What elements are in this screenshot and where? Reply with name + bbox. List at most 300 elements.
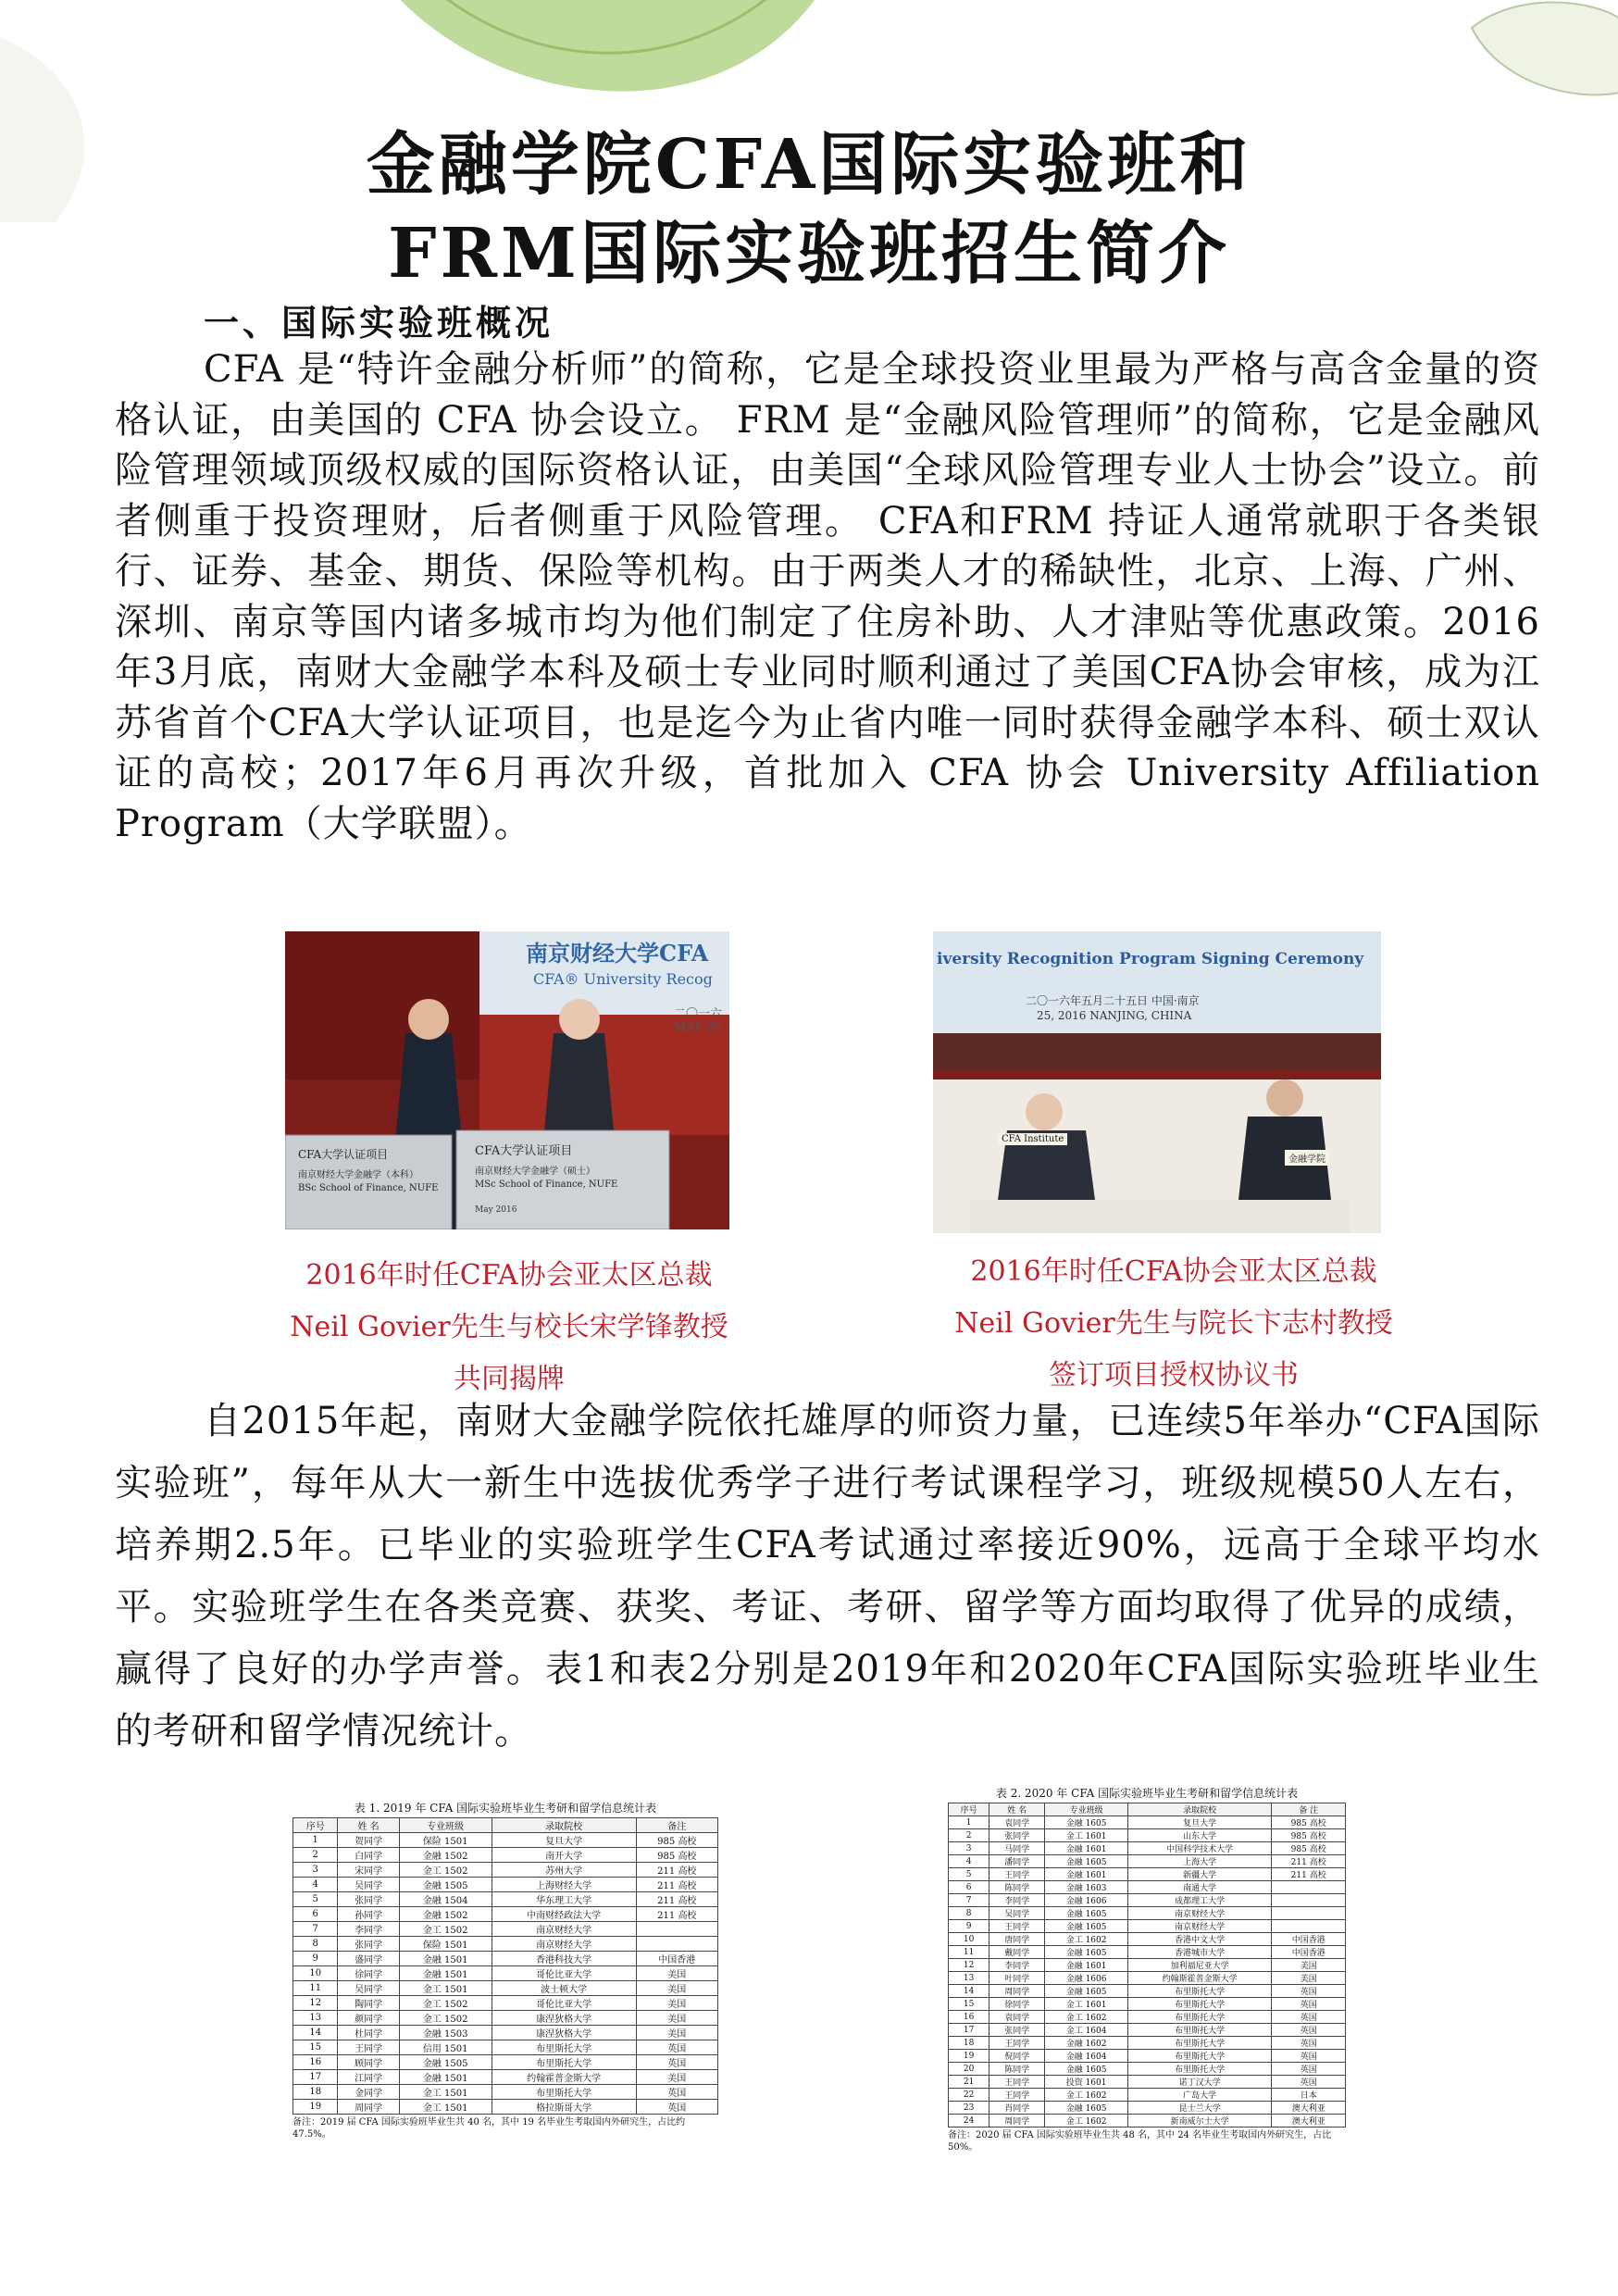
table-cell: 18 xyxy=(949,2037,989,2050)
table-cell: 白同学 xyxy=(338,1848,399,1863)
table-cell: 金融 1606 xyxy=(1045,1972,1128,1985)
photo1-caption xyxy=(231,1250,787,1405)
table-cell: 12 xyxy=(293,1996,338,2011)
page-title-line1: 金融学院CFA国际实验班和 xyxy=(366,125,1252,205)
table-cell xyxy=(636,1937,717,1952)
table-cell: 张同学 xyxy=(338,1937,399,1952)
table-cell: 南京财经大学 xyxy=(492,1922,636,1937)
table-cell: 金工 1501 xyxy=(399,1981,492,1996)
table-cell: 16 xyxy=(293,2055,338,2070)
table-cell xyxy=(1272,1907,1346,1920)
program-paragraph: 自2015年起，南财大金融学院依托雄厚的师资力量，已连续5年举办“CFA国际实验班”，每年从大一新生中选拔优秀学子进行考试课程学习，班级规模50人左右，培养期2.5年。已毕业的实验班学生CFA考试通过率接近90%，远高于全球平均水平。实验班学生在各类竞赛、获奖、考证、考研、留学等方面均取得了优异的成绩，赢得了良好的办学声誉。表1和表2分别是2019年和2020年CFA国际实验班毕业生的考研和留学情况统计。 xyxy=(115,1400,1540,1753)
table-cell: 李同学 xyxy=(989,1959,1045,1972)
banner-title-en: CFA® University Recog xyxy=(533,970,713,988)
table-cell: 南京财经大学 xyxy=(1127,1907,1271,1920)
table-cell: 9 xyxy=(949,1920,989,1933)
table-cell: 成都理工大学 xyxy=(1127,1894,1271,1907)
table-cell: 15 xyxy=(949,1998,989,2011)
table-cell: 哥伦比亚大学 xyxy=(492,1966,636,1981)
data-table xyxy=(948,1803,1346,2128)
table-cell: 孙同学 xyxy=(338,1907,399,1922)
table-row xyxy=(293,1922,718,1937)
table-cell: 南开大学 xyxy=(492,1848,636,1863)
table-cell: 英国 xyxy=(636,2085,717,2100)
plaque-left-cn: 南京财经大学金融学（本科） xyxy=(298,1170,418,1180)
table-cell: 苏州大学 xyxy=(492,1863,636,1878)
plaque-left-en: BSc School of Finance, NUFE xyxy=(298,1183,439,1193)
table-row xyxy=(293,2011,718,2026)
table-cell: 叶同学 xyxy=(989,1972,1045,1985)
table-cell: 19 xyxy=(949,2050,989,2063)
table-row xyxy=(293,2100,718,2115)
table-cell: 南京财经大学 xyxy=(1127,1920,1271,1933)
table-cell xyxy=(636,1922,717,1937)
table-cell: 约翰斯霍普金斯大学 xyxy=(1127,1972,1271,1985)
table-cell: 美国 xyxy=(1272,1959,1346,1972)
table-cell: 陈同学 xyxy=(989,1881,1045,1894)
table-cell: 徐同学 xyxy=(338,1966,399,1981)
table-cell: 金融 1502 xyxy=(399,1848,492,1863)
table-cell: 金融 1605 xyxy=(1045,2063,1128,2076)
photo-unveiling-ceremony xyxy=(285,931,729,1229)
table-cell: 康涅狄格大学 xyxy=(492,2026,636,2040)
table-row xyxy=(293,1996,718,2011)
plaque-right-cn: 南京财经大学金融学（硕士） xyxy=(475,1167,595,1177)
table-cell: 诺丁汉大学 xyxy=(1127,2076,1271,2089)
table-row xyxy=(293,1848,718,1863)
table-cell: 21 xyxy=(949,2076,989,2089)
table-cell: 肖同学 xyxy=(989,2102,1045,2115)
table-cell: 金融 1505 xyxy=(399,1878,492,1892)
table-cell: 英国 xyxy=(636,2100,717,2115)
table-cell: 贺同学 xyxy=(338,1833,399,1848)
table-cell: 金融 1505 xyxy=(399,2055,492,2070)
table-cell: 9 xyxy=(293,1952,338,1966)
column-header: 备注 xyxy=(636,1818,717,1833)
table-cell: 袁同学 xyxy=(989,1816,1045,1829)
table-cell: 宋同学 xyxy=(338,1863,399,1878)
table-cell: 金融 1501 xyxy=(399,1952,492,1966)
table-cell: 211 高校 xyxy=(636,1878,717,1892)
table-cell: 211 高校 xyxy=(636,1863,717,1878)
table-cell: 金工 1601 xyxy=(1045,1998,1128,2011)
table-cell: 金融 1605 xyxy=(1045,1816,1128,1829)
column-header: 备 注 xyxy=(1272,1803,1346,1816)
table-cell: 英国 xyxy=(1272,2024,1346,2037)
table-cell: 英国 xyxy=(1272,1998,1346,2011)
table-cell: 金融 1605 xyxy=(1045,1920,1128,1933)
table-cell: 24 xyxy=(949,2115,989,2128)
table-cell: 王同学 xyxy=(338,2040,399,2055)
column-header: 专业班级 xyxy=(1045,1803,1128,1816)
table-row xyxy=(949,2089,1346,2102)
column-header: 专业班级 xyxy=(399,1818,492,1833)
table-cell: 6 xyxy=(949,1881,989,1894)
table-cell: 日本 xyxy=(1272,2089,1346,2102)
table-cell: 王同学 xyxy=(989,2037,1045,2050)
table-cell: 中国香港 xyxy=(636,1952,717,1966)
table-row xyxy=(949,2037,1346,2050)
table-cell: 5 xyxy=(949,1868,989,1881)
table-cell: 金工 1604 xyxy=(1045,2024,1128,2037)
table-cell: 2 xyxy=(949,1829,989,1842)
table-cell: 美国 xyxy=(636,2070,717,2085)
table-cell: 17 xyxy=(949,2024,989,2037)
leaf-decoration-top xyxy=(352,0,833,130)
table-cell: 211 高校 xyxy=(636,1892,717,1907)
table-cell: 金融 1603 xyxy=(1045,1881,1128,1894)
table-cell: 吴同学 xyxy=(338,1878,399,1892)
table-cell: 约翰霍普金斯大学 xyxy=(492,2070,636,2085)
table-cell: 陈同学 xyxy=(989,2063,1045,2076)
table-cell: 金融 1601 xyxy=(1045,1842,1128,1855)
table-row xyxy=(293,2085,718,2100)
table-row xyxy=(949,2024,1346,2037)
table-cell xyxy=(1272,1920,1346,1933)
table-cell: 金融 1504 xyxy=(399,1892,492,1907)
table-row xyxy=(949,1855,1346,1868)
table-cell: 布里斯托大学 xyxy=(492,2085,636,2100)
table-cell: 南京财经大学 xyxy=(492,1937,636,1952)
table-cell: 金工 1602 xyxy=(1045,2089,1128,2102)
table-cell: 金工 1501 xyxy=(399,2100,492,2115)
table-row xyxy=(293,1952,718,1966)
column-header: 姓 名 xyxy=(989,1803,1045,1816)
table-cell: 山东大学 xyxy=(1127,1829,1271,1842)
table-cell: 顾同学 xyxy=(338,2055,399,2070)
table-cell: 广岛大学 xyxy=(1127,2089,1271,2102)
plaque-right-title: CFA大学认证项目 xyxy=(475,1144,573,1158)
table-cell: 李同学 xyxy=(338,1922,399,1937)
banner-title-cn: 南京财经大学CFA xyxy=(526,940,709,967)
page-title-line2: FRM国际实验班招生简介 xyxy=(388,214,1230,293)
table-cell: 英国 xyxy=(1272,2050,1346,2063)
table-cell: 8 xyxy=(293,1937,338,1952)
table-cell: 金工 1502 xyxy=(399,1996,492,2011)
table-note: 备注：2020 届 CFA 国际实验班毕业生共 48 名，其中 24 名毕业生考取国内外研究生，占比 50%。 xyxy=(948,2130,1332,2152)
table-cell: 4 xyxy=(293,1878,338,1892)
table-cell: 复旦大学 xyxy=(492,1833,636,1848)
table-cell: 4 xyxy=(949,1855,989,1868)
table-cell: 马同学 xyxy=(989,1842,1045,1855)
table-row xyxy=(293,1892,718,1907)
banner-en: iversity Recognition Program Signing Ceremony xyxy=(937,950,1364,968)
table-cell: 新疆大学 xyxy=(1127,1868,1271,1881)
table-note: 备注：2019 届 CFA 国际实验班毕业生共 40 名，其中 19 名毕业生考取国内外研究生，占比约 47.5%。 xyxy=(292,2117,686,2140)
table-cell: 中国香港 xyxy=(1272,1946,1346,1959)
table-row xyxy=(293,1878,718,1892)
table-cell: 美国 xyxy=(1272,1972,1346,1985)
table-cell: 布里斯托大学 xyxy=(492,2055,636,2070)
table-cell: 金工 1501 xyxy=(399,2085,492,2100)
table-cell: 布里斯托大学 xyxy=(1127,2011,1271,2024)
table-row xyxy=(293,1907,718,1922)
table-cell: 985 高校 xyxy=(636,1833,717,1848)
table-cell: 王同学 xyxy=(989,2089,1045,2102)
table-cell: 6 xyxy=(293,1907,338,1922)
column-header: 序号 xyxy=(293,1818,338,1833)
table-cell: 上海财经大学 xyxy=(492,1878,636,1892)
table-cell: 18 xyxy=(293,2085,338,2100)
table-cell: 布里斯托大学 xyxy=(1127,2050,1271,2063)
table-title: 表 1. 2019 年 CFA 国际实验班毕业生考研和留学信息统计表 xyxy=(354,1802,657,1815)
table-cell: 英国 xyxy=(1272,2037,1346,2050)
table-cell: 香港科技大学 xyxy=(492,1952,636,1966)
table-cell: 金融 1503 xyxy=(399,2026,492,2040)
table-cell: 金工 1602 xyxy=(1045,1933,1128,1946)
caption-line: 共同揭牌 xyxy=(454,1363,565,1395)
table-row xyxy=(949,1998,1346,2011)
table-cell: 3 xyxy=(293,1863,338,1878)
table-cell: 12 xyxy=(949,1959,989,1972)
table-cell: 14 xyxy=(949,1985,989,1998)
photo-signing-ceremony xyxy=(933,931,1381,1233)
table-cell: 李同学 xyxy=(989,1894,1045,1907)
table-cell: 保险 1501 xyxy=(399,1833,492,1848)
photo2-caption xyxy=(896,1246,1451,1402)
table-cell: 金融 1604 xyxy=(1045,2050,1128,2063)
table-row xyxy=(293,1981,718,1996)
caption-line: Neil Govier先生与院长卞志村教授 xyxy=(954,1307,1393,1340)
table-cell: 英国 xyxy=(1272,2063,1346,2076)
table-row xyxy=(949,1816,1346,1829)
table-row xyxy=(949,1959,1346,1972)
table-cell: 金工 1602 xyxy=(1045,2011,1128,2024)
table-cell: 美国 xyxy=(636,2011,717,2026)
table-cell: 布里斯托大学 xyxy=(492,2040,636,2055)
table-cell: 王同学 xyxy=(989,1868,1045,1881)
table-cell: 格拉斯哥大学 xyxy=(492,2100,636,2115)
table-row xyxy=(293,1863,718,1878)
table-cell: 11 xyxy=(949,1946,989,1959)
table-cell: 香港城市大学 xyxy=(1127,1946,1271,1959)
table-cell: 英国 xyxy=(1272,2076,1346,2089)
table-cell: 金工 1502 xyxy=(399,2011,492,2026)
banner-may: MAY 25 xyxy=(674,1020,722,1034)
table-row xyxy=(949,2050,1346,2063)
table-cell: 金融 1601 xyxy=(1045,1959,1128,1972)
table-cell: 张同学 xyxy=(989,1829,1045,1842)
column-header: 姓 名 xyxy=(338,1818,399,1833)
table-cell: 吴同学 xyxy=(338,1981,399,1996)
table-cell: 3 xyxy=(949,1842,989,1855)
table-cell: 中国香港 xyxy=(1272,1933,1346,1946)
table-row xyxy=(949,1920,1346,1933)
table-cell: 英国 xyxy=(1272,2011,1346,2024)
table-cell: 杜同学 xyxy=(338,2026,399,2040)
table-cell: 盛同学 xyxy=(338,1952,399,1966)
table-cell: 985 高校 xyxy=(636,1848,717,1863)
table-cell: 布里斯托大学 xyxy=(1127,2024,1271,2037)
caption-line: 签订项目授权协议书 xyxy=(1049,1359,1299,1391)
table-cell: 倪同学 xyxy=(989,2050,1045,2063)
plaque-date: May 2016 xyxy=(475,1205,517,1215)
table-cell: 吴同学 xyxy=(989,1907,1045,1920)
column-header: 序号 xyxy=(949,1803,989,1816)
table-cell: 周同学 xyxy=(989,2115,1045,2128)
table-row xyxy=(949,1881,1346,1894)
table-cell: 复旦大学 xyxy=(1127,1816,1271,1829)
table-row xyxy=(949,1829,1346,1842)
table-cell: 香港中文大学 xyxy=(1127,1933,1271,1946)
nameplate-right: 金融学院 xyxy=(1285,1150,1329,1166)
table-cell: 英国 xyxy=(1272,1985,1346,1998)
table-cell: 金融 1605 xyxy=(1045,1907,1128,1920)
nameplate-left: CFA Institute xyxy=(998,1133,1067,1145)
table-cell: 1 xyxy=(293,1833,338,1848)
table-row xyxy=(949,2063,1346,2076)
table-cell: 戴同学 xyxy=(989,1946,1045,1959)
table-cell: 投资 1601 xyxy=(1045,2076,1128,2089)
table-row xyxy=(949,2102,1346,2115)
table-cell: 金融 1501 xyxy=(399,2070,492,2085)
table-cell: 徐同学 xyxy=(989,1998,1045,2011)
table-cell: 华东理工大学 xyxy=(492,1892,636,1907)
table-row xyxy=(949,2115,1346,2128)
table-cell: 澳大利亚 xyxy=(1272,2115,1346,2128)
table-cell: 陶同学 xyxy=(338,1996,399,2011)
table-row xyxy=(949,1907,1346,1920)
table-cell: 布里斯托大学 xyxy=(1127,2063,1271,2076)
column-header: 录取院校 xyxy=(1127,1803,1271,1816)
banner-date: 二〇一六 xyxy=(674,1007,723,1021)
table-row xyxy=(293,1966,718,1981)
intro-paragraph: CFA 是“特许金融分析师”的简称，它是全球投资业里最为严格与高含金量的资格认证，由美国的 CFA 协会设立。 FRM 是“金融风险管理师”的简称，它是金融风险管理领域顶级权威的国际资格认证，由美国“全球风险管理专业人士协会”设立。前者侧重于投资理财，后者侧重于风险管理。 CFA和FRM 持证人通常就职于各类银行、证券、基金、期货、保险等机构。由于两类人才的稀缺性，北京、上海、广州、深圳、南京等国内诸多城市均为他们制定了住房补助、人才津贴等优惠政策。2016年3月底，南财大金融学本科及硕士专业同时顺利通过了美国CFA协会审核，成为江苏省首个CFA大学认证项目，也是迄今为止省内唯一同时获得金融学本科、硕士双认证的高校；2017年6月再次升级，首批加入 CFA 协会 University Affiliation Program（大学联盟）。 xyxy=(115,348,1540,845)
table-cell: 金融 1606 xyxy=(1045,1894,1128,1907)
table-cell: 王同学 xyxy=(989,1920,1045,1933)
table-cell: 布里斯托大学 xyxy=(1127,2037,1271,2050)
table-cell: 23 xyxy=(949,2102,989,2115)
table-cell: 潘同学 xyxy=(989,1855,1045,1868)
table-row xyxy=(293,1833,718,1848)
table-cell: 金融 1605 xyxy=(1045,1985,1128,1998)
table-cell: 1 xyxy=(949,1816,989,1829)
table-cell: 7 xyxy=(293,1922,338,1937)
table-row xyxy=(949,1972,1346,1985)
caption-line: 2016年时任CFA协会亚太区总裁 xyxy=(970,1255,1377,1288)
table-row xyxy=(949,1985,1346,1998)
table-2019 xyxy=(292,1800,718,2140)
table-cell: 波士顿大学 xyxy=(492,1981,636,1996)
table-cell: 金融 1605 xyxy=(1045,1855,1128,1868)
data-table xyxy=(292,1817,718,2115)
table-cell: 金融 1501 xyxy=(399,1966,492,1981)
column-header: 录取院校 xyxy=(492,1818,636,1833)
table-cell: 13 xyxy=(293,2011,338,2026)
table-cell: 211 高校 xyxy=(1272,1855,1346,1868)
table-cell: 金工 1601 xyxy=(1045,1829,1128,1842)
plaque-left-title: CFA大学认证项目 xyxy=(298,1148,389,1161)
table-cell: 19 xyxy=(293,2100,338,2115)
table-cell: 金融 1601 xyxy=(1045,1868,1128,1881)
table-row xyxy=(949,1946,1346,1959)
table-cell: 康涅狄格大学 xyxy=(492,2011,636,2026)
table-cell: 17 xyxy=(293,2070,338,2085)
banner-cn: 二〇一六年五月二十五日 中国·南京 xyxy=(1026,994,1200,1007)
banner-en2: 25, 2016 NANJING, CHINA xyxy=(1037,1009,1192,1022)
table-cell: 2 xyxy=(293,1848,338,1863)
table-cell: 10 xyxy=(949,1933,989,1946)
table-cell: 中南财经政法大学 xyxy=(492,1907,636,1922)
table-cell: 美国 xyxy=(636,2026,717,2040)
table-row xyxy=(293,2040,718,2055)
leaf-decoration-right xyxy=(1462,0,1618,111)
table-cell: 信用 1501 xyxy=(399,2040,492,2055)
table-cell: 金融 1602 xyxy=(1045,2037,1128,2050)
table-cell: 张同学 xyxy=(989,2024,1045,2037)
table-cell: 张同学 xyxy=(338,1892,399,1907)
table-cell: 保险 1501 xyxy=(399,1937,492,1952)
table-cell: 金融 1502 xyxy=(399,1907,492,1922)
caption-line: Neil Govier先生与校长宋学锋教授 xyxy=(290,1311,728,1343)
table-cell: 袁同学 xyxy=(989,2011,1045,2024)
table-cell: 周同学 xyxy=(989,1985,1045,1998)
table-cell: 昆士兰大学 xyxy=(1127,2102,1271,2115)
table-cell xyxy=(1272,1881,1346,1894)
table-title: 表 2. 2020 年 CFA 国际实验班毕业生考研和留学信息统计表 xyxy=(995,1787,1299,1800)
table-2020 xyxy=(948,1785,1346,2153)
table-cell: 英国 xyxy=(636,2055,717,2070)
table-cell: 哥伦比亚大学 xyxy=(492,1996,636,2011)
table-cell: 布里斯托大学 xyxy=(1127,1998,1271,2011)
table-cell: 美国 xyxy=(636,1996,717,2011)
table-cell: 985 高校 xyxy=(1272,1842,1346,1855)
table-cell: 7 xyxy=(949,1894,989,1907)
table-cell: 美国 xyxy=(636,1966,717,1981)
table-cell: 金融 1605 xyxy=(1045,2102,1128,2115)
table-cell: 11 xyxy=(293,1981,338,1996)
table-cell: 南通大学 xyxy=(1127,1881,1271,1894)
table-cell: 金同学 xyxy=(338,2085,399,2100)
table-cell: 加利福尼亚大学 xyxy=(1127,1959,1271,1972)
table-row xyxy=(949,2076,1346,2089)
table-row xyxy=(293,1937,718,1952)
table-row xyxy=(293,2026,718,2040)
table-row xyxy=(293,2070,718,2085)
table-cell: 8 xyxy=(949,1907,989,1920)
table-row xyxy=(949,2011,1346,2024)
table-cell: 新南威尔士大学 xyxy=(1127,2115,1271,2128)
caption-line: 2016年时任CFA协会亚太区总裁 xyxy=(305,1259,713,1292)
table-cell: 5 xyxy=(293,1892,338,1907)
table-row xyxy=(949,1842,1346,1855)
table-row xyxy=(293,2055,718,2070)
table-cell: 澳大利亚 xyxy=(1272,2102,1346,2115)
table-cell: 13 xyxy=(949,1972,989,1985)
table-cell: 金融 1605 xyxy=(1045,1946,1128,1959)
table-cell: 15 xyxy=(293,2040,338,2055)
table-row xyxy=(949,1894,1346,1907)
table-cell: 江同学 xyxy=(338,2070,399,2085)
table-row xyxy=(949,1933,1346,1946)
section-heading: 一、国际实验班概况 xyxy=(204,302,554,343)
table-cell: 16 xyxy=(949,2011,989,2024)
table-cell: 14 xyxy=(293,2026,338,2040)
table-cell: 985 高校 xyxy=(1272,1829,1346,1842)
table-row xyxy=(949,1868,1346,1881)
table-cell: 211 高校 xyxy=(1272,1868,1346,1881)
table-cell: 985 高校 xyxy=(1272,1816,1346,1829)
table-cell: 王同学 xyxy=(989,2076,1045,2089)
plaque-right-en: MSc School of Finance, NUFE xyxy=(475,1179,618,1190)
table-cell: 金工 1602 xyxy=(1045,2115,1128,2128)
table-cell: 211 高校 xyxy=(636,1907,717,1922)
table-cell: 金工 1502 xyxy=(399,1863,492,1878)
table-cell: 周同学 xyxy=(338,2100,399,2115)
table-cell: 10 xyxy=(293,1966,338,1981)
table-cell: 布里斯托大学 xyxy=(1127,1985,1271,1998)
table-cell: 20 xyxy=(949,2063,989,2076)
